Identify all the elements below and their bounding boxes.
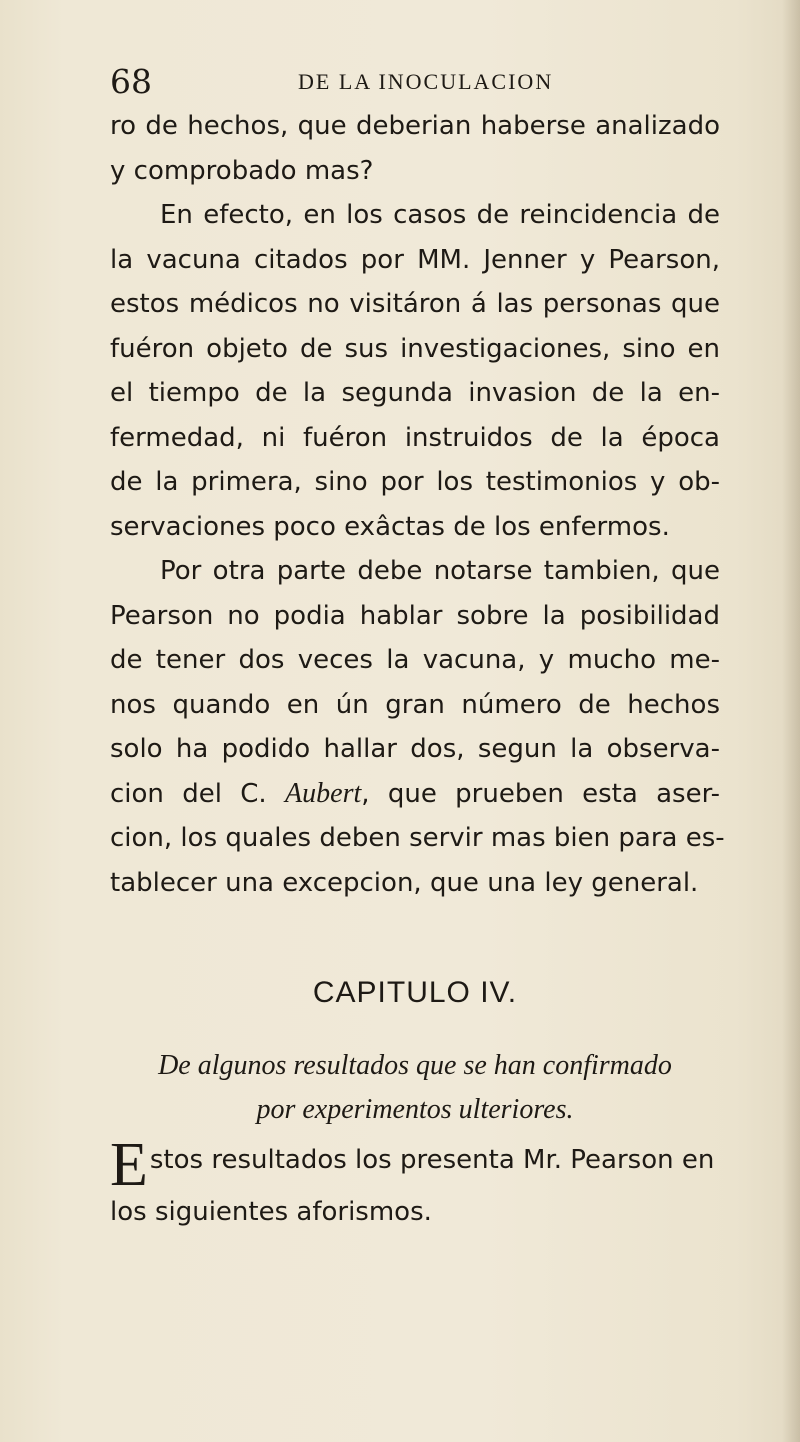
running-title: DE LA INOCULACION: [298, 69, 554, 94]
drop-cap: E: [110, 1131, 148, 1199]
text-line: y comprobado mas?: [110, 155, 374, 186]
running-head: [110, 62, 710, 102]
text-segment: , que prueben esta aser-: [361, 778, 720, 809]
text-line: nos quando en ún gran número de hechos: [110, 689, 720, 720]
italic-name: Aubert: [285, 777, 362, 809]
subtitle-line: por experimentos ulteriores.: [256, 1094, 574, 1125]
text-line: fermedad, ni fuéron instruidos de la época: [110, 422, 720, 453]
text-line: tablecer una excepcion, que una ley general.: [110, 867, 699, 898]
body-text: [110, 104, 725, 905]
chapter-subtitle: [110, 1044, 720, 1132]
text-line: servaciones poco exâctas de los enfermos.: [110, 511, 670, 542]
opening-paragraph: [110, 1131, 720, 1235]
text-line: En efecto, en los casos de reincidencia de: [160, 200, 720, 230]
text-line: la vacuna citados por MM. Jenner y Pearson,: [110, 244, 720, 275]
chapter-title: CAPITULO IV.: [312, 976, 518, 1009]
subtitle-line: De algunos resultados que se han confirmado: [158, 1050, 672, 1081]
text-line: de tener dos veces la vacuna, y mucho me-: [110, 645, 720, 675]
text-line: estos médicos no visitáron á las personas que: [110, 289, 720, 319]
text-segment: cion del C.: [110, 778, 286, 809]
text-line: cion, los quales deben servir mas bien para es-: [110, 823, 725, 853]
text-line: de la primera, sino por los testimonios y ob-: [110, 467, 720, 497]
text-line: stos resultados los presenta Mr. Pearson en: [149, 1145, 715, 1175]
text-line: los siguientes aforismos.: [110, 1197, 432, 1227]
text-line: Por otra parte debe notarse tambien, que: [160, 556, 720, 586]
page-edge-shadow: [782, 0, 800, 1442]
text-line: Pearson no podia hablar sobre la posibilidad: [110, 600, 720, 631]
text-line-aubert: [110, 772, 720, 817]
text-line: el tiempo de la segunda invasion de la en-: [110, 378, 720, 408]
text-line: fuéron objeto de sus investigaciones, sino en: [110, 333, 720, 364]
text-line: ro de hechos, que deberian haberse analizado: [110, 111, 720, 141]
text-line: solo ha podido hallar dos, segun la observa-: [110, 734, 720, 764]
page-number: 68: [110, 62, 152, 101]
